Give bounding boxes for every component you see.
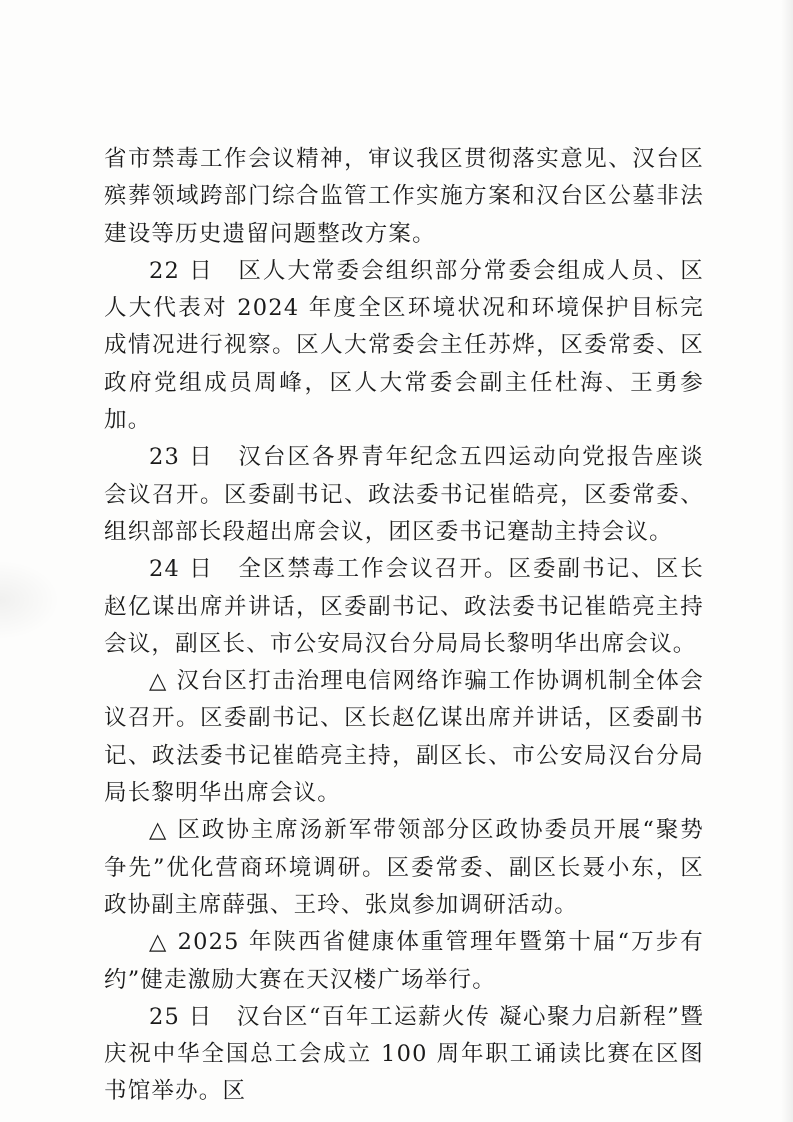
- scan-shadow-left: [0, 560, 60, 640]
- paragraph-day-22: 22 日 区人大常委会组织部分常委会组成人员、区人大代表对 2024 年度全区环境状况和环境保护目标完成情况进行视察。区人大常委会主任苏烨，区委常委、区政府党组成员周峰，区人大常委会副主任杜海、王勇参加。: [104, 257, 704, 434]
- paragraph-day-23: 23 日 汉台区各界青年纪念五四运动向党报告座谈会议召开。区委副书记、政法委书记崔皓亮，区委常委、组织部部长段超出席会议，团区委书记蹇劼主持会议。: [104, 444, 704, 545]
- paragraph-day-24: 24 日 全区禁毒工作会议召开。区委副书记、区长赵亿谋出席并讲话，区委副书记、政法委书记崔皓亮主持会议，副区长、市公安局汉台分局局长黎明华出席会议。: [104, 556, 704, 657]
- document-body: [104, 141, 704, 1111]
- paragraph-day-25: 25 日 汉台区“百年工运薪火传 凝心聚力启新程”暨庆祝中华全国总工会成立 100 周年职工诵读比赛在区图书馆举办。区: [104, 1003, 704, 1105]
- paragraph-day-24-item-2: △ 汉台区打击治理电信网络诈骗工作协调机制全体会议召开。区委副书记、区长赵亿谋出席并讲话，区委副书记、政法委书记崔皓亮主持，副区长、市公安局汉台分局局长黎明华出席会议。: [104, 668, 704, 807]
- paragraph-day-24-item-4: △ 2025 年陕西省健康体重管理年暨第十届“万步有约”健走激励大赛在天汉楼广场举行。: [104, 929, 704, 993]
- paragraph-day-24-item-3: △ 区政协主席汤新军带领部分区政协委员开展“聚势争先”优化营商环境调研。区委常委、副区长聂小东，区政协副主席薛强、王玲、张岚参加调研活动。: [104, 817, 704, 918]
- paragraph-continuation: 省市禁毒工作会议精神，审议我区贯彻落实意见、汉台区殡葬领域跨部门综合监管工作实施方案和汉台区公墓非法建设等历史遗留问题整改方案。: [104, 146, 704, 247]
- scan-shadow-right: [781, 0, 793, 1122]
